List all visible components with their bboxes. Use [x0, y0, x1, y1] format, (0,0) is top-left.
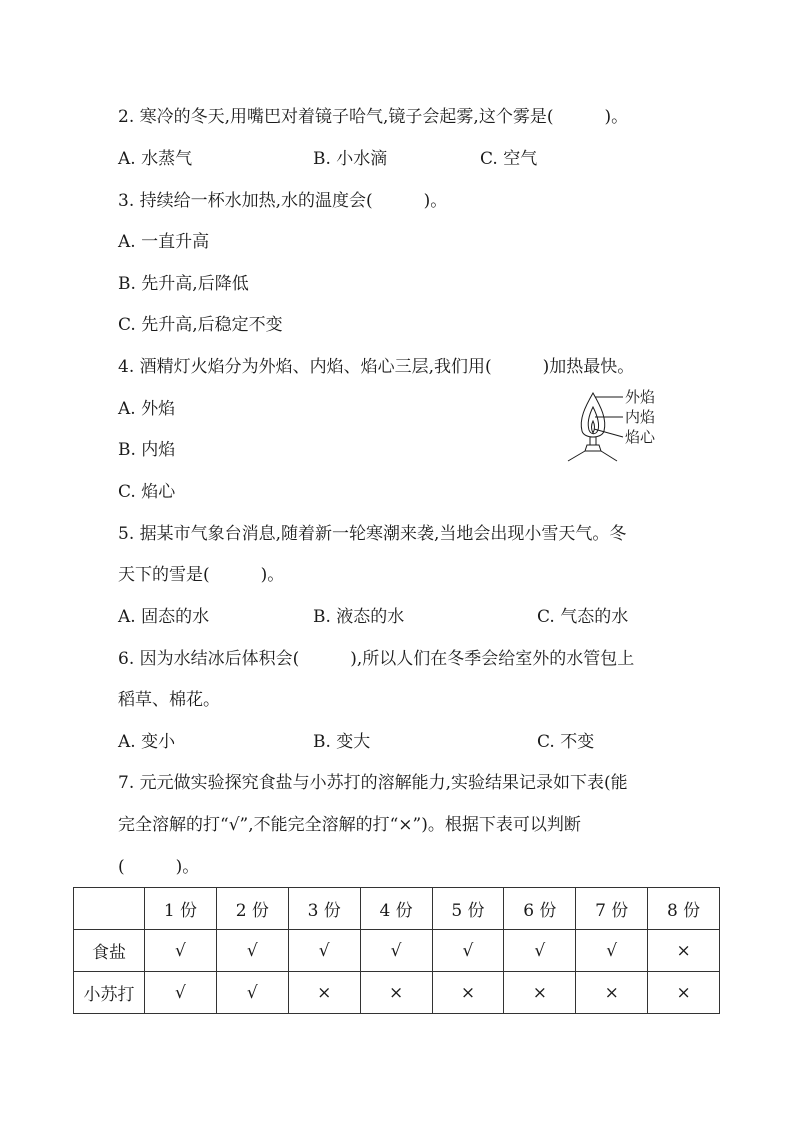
table-cell: × — [576, 972, 648, 1014]
question-6-option-c: C. 不变 — [537, 732, 595, 752]
inner-flame-label: 内焰 — [625, 408, 656, 426]
question-7-stem-line-1: 7. 元元做实验探究食盐与小苏打的溶解能力,实验结果记录如下表(能 — [118, 773, 628, 793]
table-cell: √ — [216, 930, 288, 972]
table-header-cell: 3 份 — [288, 888, 360, 930]
table-header-cell: 2 份 — [216, 888, 288, 930]
question-6-stem-line-2: 稻草、棉花。 — [118, 690, 220, 710]
flame-core-label: 焰心 — [625, 428, 656, 446]
question-4-stem: 4. 酒精灯火焰分为外焰、内焰、焰心三层,我们用( )加热最快。 — [118, 357, 635, 377]
table-header-cell: 6 份 — [504, 888, 576, 930]
table-row-baking-soda — [74, 972, 720, 1014]
table-cell: √ — [145, 930, 217, 972]
question-6-option-b: B. 变大 — [313, 732, 371, 752]
question-3-option-a: A. 一直升高 — [118, 232, 210, 252]
table-header-row — [74, 888, 720, 930]
question-3-option-c: C. 先升高,后稳定不变 — [118, 315, 283, 335]
table-cell: × — [288, 972, 360, 1014]
alcohol-lamp-flame-diagram — [565, 385, 675, 465]
table-header-cell: 5 份 — [432, 888, 504, 930]
question-7-stem-line-3: ( )。 — [118, 857, 200, 877]
question-5-stem-line-1: 5. 据某市气象台消息,随着新一轮寒潮来袭,当地会出现小雪天气。冬 — [118, 524, 627, 544]
table-cell: × — [504, 972, 576, 1014]
table-cell: √ — [145, 972, 217, 1014]
table-cell: × — [648, 930, 720, 972]
table-header-cell: 1 份 — [145, 888, 217, 930]
question-3-option-b: B. 先升高,后降低 — [118, 274, 249, 294]
table-cell: × — [432, 972, 504, 1014]
table-header-cell: 8 份 — [648, 888, 720, 930]
table-header-cell — [74, 888, 145, 930]
table-cell: √ — [576, 930, 648, 972]
question-5-option-c: C. 气态的水 — [537, 607, 629, 627]
table-cell: √ — [216, 972, 288, 1014]
table-cell: √ — [360, 930, 432, 972]
table-row-salt — [74, 930, 720, 972]
table-cell: × — [648, 972, 720, 1014]
question-2-option-a: A. 水蒸气 — [118, 149, 193, 169]
question-2-option-c: C. 空气 — [480, 149, 538, 169]
question-5-option-a: A. 固态的水 — [118, 607, 210, 627]
table-cell: × — [360, 972, 432, 1014]
question-5-option-b: B. 液态的水 — [313, 607, 405, 627]
table-cell: √ — [288, 930, 360, 972]
question-4-option-b: B. 内焰 — [118, 440, 176, 460]
table-header-cell: 7 份 — [576, 888, 648, 930]
question-6-option-a: A. 变小 — [118, 732, 176, 752]
table-cell: √ — [432, 930, 504, 972]
question-3-stem: 3. 持续给一杯水加热,水的温度会( )。 — [118, 191, 448, 211]
question-6-stem-line-1: 6. 因为水结冰后体积会( ),所以人们在冬季会给室外的水管包上 — [118, 649, 635, 669]
outer-flame-label: 外焰 — [625, 388, 656, 406]
question-2-stem: 2. 寒冷的冬天,用嘴巴对着镜子哈气,镜子会起雾,这个雾是( )。 — [118, 107, 629, 127]
flame-drawing — [568, 393, 623, 461]
question-5-stem-line-2: 天下的雪是( )。 — [118, 565, 285, 585]
question-2-option-b: B. 小水滴 — [313, 149, 388, 169]
question-7-stem-line-2: 完全溶解的打“√”,不能完全溶解的打“×”)。根据下表可以判断 — [118, 815, 581, 835]
dissolving-results-table — [73, 887, 720, 1014]
row-label-salt: 食盐 — [74, 930, 145, 972]
row-label-baking-soda: 小苏打 — [74, 972, 145, 1014]
table-cell: √ — [504, 930, 576, 972]
question-4-option-a: A. 外焰 — [118, 399, 176, 419]
question-4-option-c: C. 焰心 — [118, 482, 176, 502]
table-header-cell: 4 份 — [360, 888, 432, 930]
